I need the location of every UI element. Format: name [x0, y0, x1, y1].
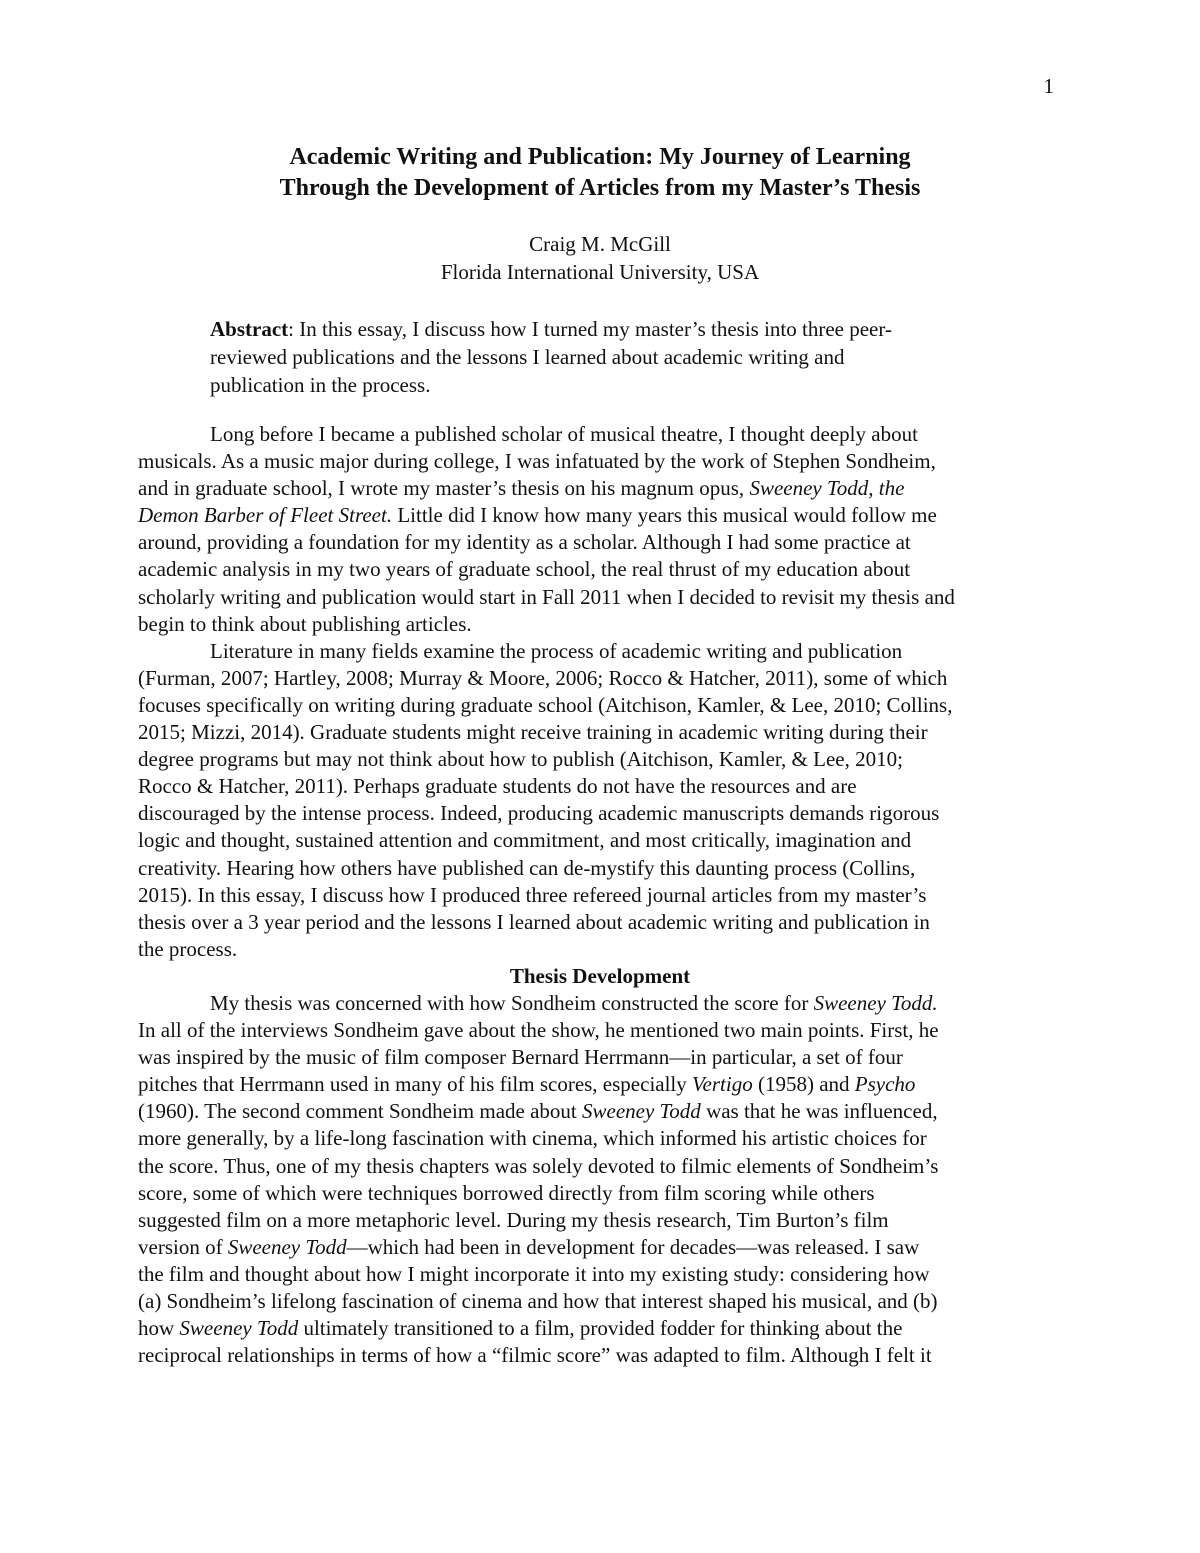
p3-line: reciprocal relationships in terms of how a “filmic score” was adapted to film. Although I felt it	[138, 1343, 932, 1368]
abstract-line-2: reviewed publications and the lessons I learned about academic writing and	[210, 345, 845, 369]
work-title-psycho: Psycho	[854, 1072, 916, 1097]
title-line-1: Academic Writing and Publication: My Journey of Learning	[289, 144, 911, 170]
p2-line: Rocco & Hatcher, 2011). Perhaps graduate students do not have the resources and are	[138, 774, 857, 799]
p3-line: the film and thought about how I might incorporate it into my existing study: considering how	[138, 1261, 930, 1286]
p3-line: In all of the interviews Sondheim gave about the show, he mentioned two main points. First, he	[138, 1018, 939, 1043]
p3-line: how Sweeney Todd ultimately transitioned to a film, provided fodder for thinking about the	[138, 1316, 903, 1341]
p2-line: 2015). In this essay, I discuss how I produced three refereed journal articles from my master’s	[138, 882, 927, 907]
p2-line: Literature in many fields examine the process of academic writing and publication	[210, 638, 903, 663]
paper-title	[138, 142, 1062, 204]
p1-line: and in graduate school, I wrote my master’s thesis on his magnum opus, Sweeney Todd, the	[138, 476, 905, 501]
p3-line: pitches that Herrmann used in many of his film scores, especially Vertigo (1958) and Psycho	[138, 1072, 916, 1097]
p1-line: musicals. As a music major during college, I was infatuated by the work of Stephen Sondheim,	[138, 449, 936, 474]
abstract-line-1	[210, 315, 992, 343]
p1-line: academic analysis in my two years of graduate school, the real thrust of my education about	[138, 557, 911, 582]
p3-line: (a) Sondheim’s lifelong fascination of cinema and how that interest shaped his musical, and (b)	[138, 1289, 938, 1313]
p2-line: focuses specifically on writing during graduate school (Aitchison, Kamler, & Lee, 2010; Collins,	[138, 692, 953, 717]
p3-line: My thesis was concerned with how Sondheim constructed the score for Sweeney Todd.	[210, 990, 938, 1015]
paragraph-2	[138, 638, 1062, 963]
p2-line: logic and thought, sustained attention and commitment, and most critically, imagination and	[138, 828, 912, 853]
p3-line: was inspired by the music of film composer Bernard Herrmann—in particular, a set of four	[138, 1045, 903, 1070]
p1-line: Demon Barber of Fleet Street. Little did I know how many years this musical would follow me	[138, 503, 937, 528]
author-name: Craig M. McGill	[529, 232, 671, 256]
p3-line: (1960). The second comment Sondheim made about Sweeney Todd was that he was influenced,	[138, 1099, 938, 1124]
p3-line: version of Sweeney Todd—which had been in development for decades—was released. I saw	[138, 1234, 920, 1259]
p2-line: 2015; Mizzi, 2014). Graduate students might receive training in academic writing during their	[138, 720, 928, 745]
abstract-line-3: publication in the process.	[210, 373, 431, 397]
work-title-sweeney-todd: Sweeney Todd	[227, 1234, 347, 1259]
work-title-sweeney-todd: Sweeney Todd.	[813, 990, 938, 1015]
work-title-sweeney-todd: Sweeney Todd	[179, 1316, 299, 1341]
p3-line: the score. Thus, one of my thesis chapters was solely devoted to filmic elements of Sondheim’s	[138, 1153, 939, 1178]
p2-line: creativity. Hearing how others have published can de-mystify this daunting process (Collins,	[138, 855, 916, 880]
p2-line: discouraged by the intense process. Indeed, producing academic manuscripts demands rigorous	[138, 801, 940, 826]
paragraph-1	[138, 421, 1062, 638]
author-affiliation: Florida International University, USA	[440, 260, 760, 284]
work-title-sweeney-todd: Sweeney Todd	[582, 1099, 701, 1124]
p1-line: scholarly writing and publication would start in Fall 2011 when I decided to revisit my thesis and	[138, 584, 955, 609]
paragraph-3	[138, 990, 1062, 1369]
body-text	[138, 421, 1062, 1369]
page-number: 1	[1043, 74, 1054, 98]
work-title-sweeney-todd: Sweeney Todd, the	[749, 476, 905, 501]
p3-line: suggested film on a more metaphoric level. During my thesis research, Tim Burton’s film	[138, 1207, 889, 1232]
p3-line: score, some of which were techniques borrowed directly from film scoring while others	[138, 1180, 875, 1205]
p2-line: degree programs but may not think about how to publish (Aitchison, Kamler, & Lee, 2010;	[138, 747, 903, 772]
work-title-demon-barber: Demon Barber of Fleet Street.	[138, 503, 393, 528]
author-block	[138, 230, 1062, 286]
p3-line: more generally, by a life-long fascination with cinema, which informed his artistic choices for	[138, 1126, 927, 1151]
abstract-label: Abstract	[210, 317, 289, 341]
abstract-text-1: : In this essay, I discuss how I turned my master’s thesis into three peer-	[288, 317, 892, 341]
p2-line: the process.	[138, 936, 238, 961]
abstract	[210, 315, 992, 399]
p1-line: around, providing a foundation for my identity as a scholar. Although I had some practice at	[138, 530, 911, 555]
title-line-2: Through the Development of Articles from my Master’s Thesis	[279, 175, 921, 201]
p1-line: begin to think about publishing articles.	[138, 611, 472, 636]
work-title-vertigo: Vertigo	[692, 1072, 753, 1097]
p2-line: (Furman, 2007; Hartley, 2008; Murray & Moore, 2006; Rocco & Hatcher, 2011), some of which	[138, 665, 948, 690]
p2-line: thesis over a 3 year period and the lessons I learned about academic writing and publication in	[138, 909, 930, 934]
section-heading: Thesis Development	[509, 963, 691, 988]
p1-line: Long before I became a published scholar of musical theatre, I thought deeply about	[210, 422, 918, 446]
